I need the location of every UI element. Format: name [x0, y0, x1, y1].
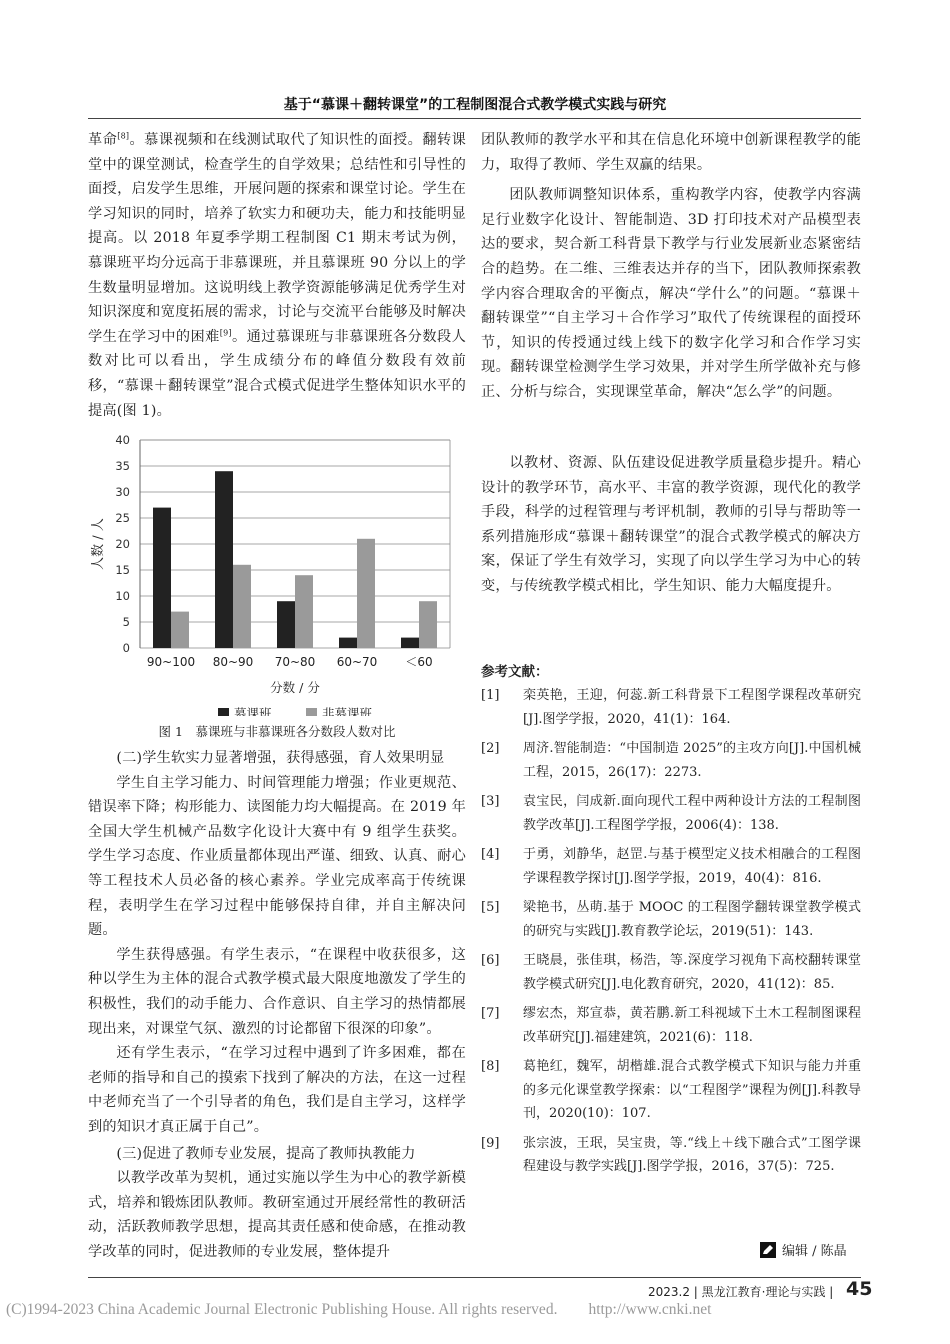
paragraph: 学生自主学习能力、时间管理能力增强；作业更规范、错误率下降；构形能力、读图能力均大幅提高。在 2019 年全国大学生机械产品数字化设计大赛中有 9 组学生获奖。学生学习态度、作业质量都体现出严谨、细致、认真、耐心等工程技术人员必备的核心素养。学业完成率高于传统课程，表明学生在学习过程中能够保持自律，并自主解决问题。 — [88, 774, 466, 939]
paragraph: 团队教师的教学水平和其在信息化环境中创新课程教学的能力，取得了教师、学生双赢的结果。 — [481, 132, 861, 173]
reference-number: [1] — [481, 688, 500, 703]
reference-number: [2] — [481, 741, 500, 756]
para-text: 。通过慕课班与非慕课班各分数段人数对比可以看出，学生成绩分布的峰值分数段有效前移，“慕课＋翻转课堂”混合式模式促进学生整体知识水平的提高(图 1)。 — [88, 328, 466, 419]
paragraph: 还有学生表示，“在学习过程中遇到了许多困难，都在老师的指导和自己的摸索下找到了解决的方法，在这一过程中老师充当了一个引导者的角色，我们是自主学习，这样学到的知识才真正属于自己”。 — [88, 1045, 466, 1135]
y-tick-label: 5 — [122, 615, 130, 629]
reference-number: [7] — [481, 1006, 500, 1021]
bar-non-mooc — [419, 601, 437, 648]
left-column-bottom — [88, 744, 466, 1264]
reference-item — [481, 1132, 861, 1179]
reference-item — [481, 737, 861, 784]
reference-text: 缪宏杰，郑宣恭，黄若鹏.新工科视域下土木工程制图课程改革研究[J].福建建筑，2021(6)：118. — [523, 1006, 861, 1045]
y-tick-label: 30 — [115, 485, 130, 499]
right-column-middle — [481, 451, 861, 599]
bar-mooc — [339, 638, 357, 648]
reference-number: [3] — [481, 794, 500, 809]
reference-text: 王晓晨，张佳琪，杨浩，等.深度学习视角下高校翻转课堂教学模式研究[J].电化教育研究，2020，41(12)：85. — [523, 953, 861, 992]
y-tick-label: 20 — [115, 537, 130, 551]
bar-mooc — [215, 471, 233, 648]
x-tick-label: 80~90 — [212, 655, 254, 669]
x-tick-label: 90~100 — [146, 655, 196, 669]
figure-1-chart — [88, 428, 466, 716]
citation: [8] — [117, 131, 130, 141]
footer-journal: 2023.2 | 黑龙江教育·理论与实践 | — [648, 1285, 834, 1299]
bar-non-mooc — [357, 539, 375, 648]
paragraph: 学生获得感强。有学生表示，“在课程中收获很多，这种以学生为主体的混合式教学模式最大限度地激发了学生的积极性，我们的动手能力、合作意识、自主学习的热情都展现出来，对课堂气氛、激烈的讨论都留下很深的印象”。 — [88, 946, 466, 1037]
reference-number: [9] — [481, 1135, 500, 1151]
reference-list — [481, 684, 861, 1185]
x-axis-label: 分数 / 分 — [270, 680, 320, 695]
legend-label: 慕课班 — [234, 706, 272, 716]
header-rule — [88, 118, 861, 119]
legend-label: 非慕课班 — [322, 706, 373, 716]
left-column-top — [88, 128, 466, 423]
y-axis-label: 人数 / 人 — [91, 518, 106, 570]
editor-note — [760, 1240, 847, 1259]
footer-rule — [88, 1277, 861, 1278]
reference-number: [6] — [481, 953, 500, 968]
pen-icon — [760, 1242, 776, 1258]
reference-item — [481, 1002, 861, 1049]
reference-item — [481, 684, 861, 731]
legend-swatch — [218, 708, 229, 716]
y-tick-label: 0 — [122, 641, 130, 655]
bar-non-mooc — [171, 612, 189, 648]
paragraph: 以教学改革为契机，通过实施以学生为中心的教学新模式，培养和锻炼团队教师。教研室通过开展经常性的教研活动，活跃教师教学思想，提高其责任感和使命感，在推动教学改革的同时，促进教师的专业发展，整体提升 — [88, 1170, 466, 1260]
reference-text: 周济.智能制造：“中国制造 2025”的主攻方向[J].中国机械工程，2015，26(17)：2273. — [523, 741, 861, 780]
bar-mooc — [153, 508, 171, 648]
reference-text: 张宗波，王珉，吴宝贵，等.“线上＋线下融合式”工图学课程建设与教学实践[J].图学学报，2016，37(5)：725. — [523, 1135, 861, 1174]
references-title: 参考文献： — [481, 664, 549, 680]
x-tick-label: ＜60 — [405, 655, 433, 669]
reference-text: 栾英艳，王迎，何蕊.新工科背景下工程图学课程改革研究[J].图学学报，2020，41(1)：164. — [523, 688, 861, 727]
reference-item — [481, 843, 861, 890]
paragraph: 团队教师调整知识体系，重构教学内容，使教学内容满足行业数字化设计、智能制造、3D 打印技术对产品模型表达的要求，契合新工科背景下教学与行业发展新业态紧密结合的趋势。在二维、三维表达并存的当下，团队教师探索教学内容合理取舍的平衡点，解决“学什么”的问题。“慕课＋翻转课堂”“自主学习＋合作学习”取代了传统课程的面授环节，知识的传授通过线上线下的数字化学习和合作学习实现。翻转课堂检测学生学习效果，并对学生所学做补充与修正、分析与综合，实现课堂革命，解决“怎么学”的问题。 — [481, 187, 861, 400]
reference-number: [5] — [481, 900, 500, 915]
reference-text: 袁宝民，闫成新.面向现代工程中两种设计方法的工程制图教学改革[J].工程图学学报，2006(4)：138. — [523, 794, 861, 833]
para-text: 革命 — [88, 132, 118, 148]
reference-number: [8] — [481, 1059, 500, 1074]
legend-swatch — [306, 708, 317, 716]
reference-item — [481, 1055, 861, 1126]
reference-text: 于勇，刘静华，赵罡.与基于模型定义技术相融合的工程图学课程教学探讨[J].图学学报，2019，40(4)：816. — [523, 847, 861, 886]
x-tick-label: 70~80 — [274, 655, 316, 669]
bar-mooc — [277, 601, 295, 648]
copyright-watermark: (C)1994-2023 China Academic Journal Electronic Publishing House. All rights reserved. http://www.cnki.net — [6, 1301, 712, 1318]
section-heading: (三)促进了教师专业发展，提高了教师执教能力 — [116, 1145, 416, 1162]
editor-text: 编辑 / 陈晶 — [782, 1244, 847, 1259]
y-tick-label: 15 — [115, 563, 130, 577]
y-tick-label: 35 — [115, 459, 130, 473]
y-tick-label: 40 — [115, 433, 130, 447]
bar-non-mooc — [295, 575, 313, 648]
right-column-top — [481, 128, 861, 405]
page-number: 45 — [846, 1278, 873, 1300]
reference-item — [481, 896, 861, 943]
citation: [9] — [219, 328, 232, 338]
bar-non-mooc — [233, 565, 251, 648]
reference-item — [481, 949, 861, 996]
reference-text: 梁艳书，丛萌.基于 MOOC 的工程图学翻转课堂教学模式的研究与实践[J].教育教学论坛，2019(51)：143. — [523, 900, 861, 939]
y-tick-label: 10 — [115, 589, 130, 603]
paragraph — [88, 128, 466, 423]
x-tick-label: 60~70 — [336, 655, 378, 669]
figure-caption: 图 1 慕课班与非慕课班各分数段人数对比 — [158, 724, 396, 739]
running-header: 基于“慕课＋翻转课堂”的工程制图混合式教学模式实践与研究 — [283, 97, 667, 113]
reference-text: 葛艳红，魏军，胡楷雄.混合式教学模式下知识与能力并重的多元化课堂教学探索：以“工程图学”课程为例[J].科教导刊，2020(10)：107. — [523, 1059, 861, 1121]
bar-mooc — [401, 638, 419, 648]
bar-chart-svg — [88, 428, 466, 716]
reference-number: [4] — [481, 847, 500, 862]
section-heading: (二)学生软实力显著增强，获得感强，育人效果明显 — [116, 750, 445, 766]
y-tick-label: 25 — [115, 511, 130, 525]
para-text: 。慕课视频和在线测试取代了知识性的面授。翻转课堂中的课堂测试，检查学生的自学效果；总结性和引导性的面授，启发学生思维，开展问题的探索和课堂讨论。学生在学习知识的同时，培养了软实力和硬功夫，能力和技能明显提高。以 2018 年夏季学期工程制图 C1 期末考试为例，慕课班平均分远高于非慕课班，并且慕课班 90 分以上的学生数量明显增加。这说明线上教学资源能够满足优秀学生对知识深度和宽度拓展的需求，讨论与交流平台能够及时解决学生在学习中的困难 — [88, 132, 466, 345]
paragraph: 以教材、资源、队伍建设促进教学质量稳步提升。精心设计的教学环节，高水平、丰富的教学资源，现代化的教学手段，科学的过程管理与考评机制，教师的引导与帮助等一系列措施形成“慕课＋翻转课堂”的混合式教学模式的解决方案，保证了学生有效学习，实现了向以学生学习为中心的转变，与传统教学模式相比，学生知识、能力大幅度提升。 — [481, 455, 861, 594]
reference-item — [481, 790, 861, 837]
